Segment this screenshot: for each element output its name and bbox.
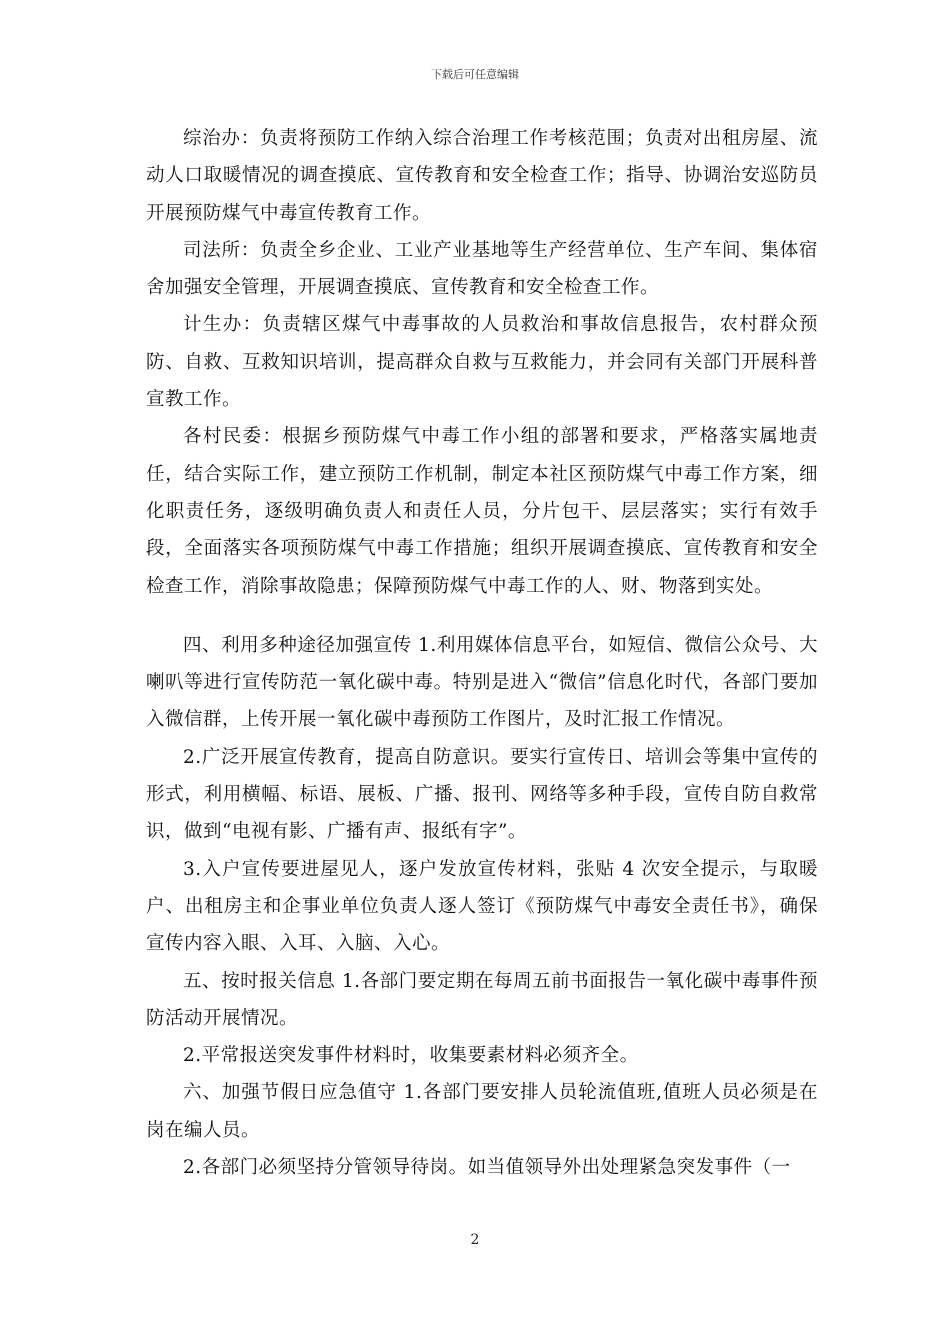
header-note: 下载后可任意编辑: [431, 68, 519, 81]
document-body: [146, 120, 818, 1186]
paragraph-sifasuo: 司法所：负责全乡企业、工业产业基地等生产经营单位、生产车间、集体宿舍加强安全管理，开展调查摸底、宣传教育和安全检查工作。: [146, 239, 818, 299]
page-number: 2: [470, 1232, 480, 1248]
paragraph-jishengban: 计生办：负责辖区煤气中毒事故的人员救治和事故信息报告，农村群众预防、自救、互救知识培训，提高群众自救与互救能力，并会同有关部门开展科普宣教工作。: [146, 314, 818, 411]
paragraph-section-five: 五、按时报关信息 1.各部门要定期在每周五前书面报告一氧化碳中毒事件预防活动开展情况。: [146, 970, 818, 1029]
paragraph-household-publicity: 3.入户宣传要进屋见人，逐户发放宣传材料，张贴 4 次安全提示，与取暖户、出租房主和企事业单位负责人逐人签订《预防煤气中毒安全责任书》，确保宣传内容入眼、入耳、入脑、入心。: [146, 858, 818, 955]
paragraph-zongzhiban: 综治办：负责将预防工作纳入综合治理工作考核范围；负责对出租房屋、流动人口取暖情况的调查摸底、宣传教育和安全检查工作；指导、协调治安巡防员开展预防煤气中毒宣传教育工作。: [146, 128, 818, 224]
paragraph-cunminwei: 各村民委：根据乡预防煤气中毒工作小组的部署和要求，严格落实属地责任，结合实际工作，建立预防工作机制，制定本社区预防煤气中毒工作方案，细化职责任务，逐级明确负责人和责任人员，分片包干、层层落实；实行有效手段，全面落实各项预防煤气中毒工作措施；组织开展调查摸底、宣传教育和安全检查工作，消除事故隐患；保障预防煤气中毒工作的人、财、物落到实处。: [146, 426, 818, 597]
paragraph-section-four: 四、利用多种途径加强宣传 1.利用媒体信息平台，如短信、微信公众号、大喇叭等进行宣传防范一氧化碳中毒。特别是进入“微信”信息化时代，各部门要加入微信群，上传开展一氧化碳中毒预防工作图片，及时汇报工作情况。: [146, 634, 818, 731]
paragraph-section-six: 六、加强节假日应急值守 1.各部门要安排人员轮流值班,值班人员必须是在岗在编人员。: [146, 1082, 818, 1141]
paragraph-material-submission: 2.平常报送突发事件材料时，收集要素材料必须齐全。: [183, 1045, 639, 1067]
section-gap: [146, 605, 818, 627]
paragraph-publicity-education: 2.广泛开展宣传教育，提高自防意识。要实行宣传日、培训会等集中宣传的形式，利用横幅、标语、展板、广播、报刊、网络等多种手段，宣传自防自救常识，做到“电视有影、广播有声、报纸有字”。: [146, 746, 818, 843]
paragraph-leader-on-duty: 2.各部门必须坚持分管领导待岗。如当值领导外出处理紧急突发事件（一: [183, 1157, 791, 1179]
